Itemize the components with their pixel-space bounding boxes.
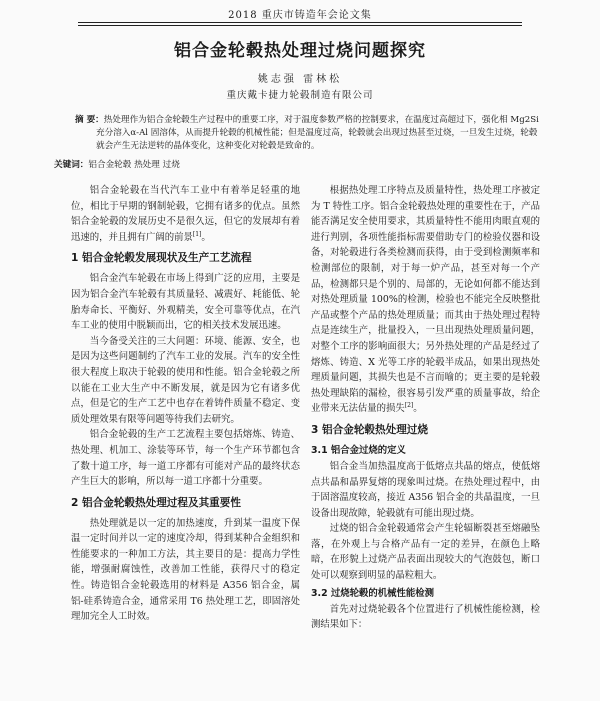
citation-ref: [1] <box>192 230 202 238</box>
section-2-paragraph-1: 热处理就是以一定的加热速度，升到某一温度下保温一定时间并以一定的速度冷却，得到某种合金组织和性能要求的一种加工方法，其主要目的是：提高力学性能，增强耐腐蚀性，改善加工性能，获得尺寸的稳定性。铸造铝合金轮毂选用的材料是 A356 铝合金，属铝-硅系铸造合金，通常采用 T6 热处理工艺，即固溶处理加完全人工时效。 <box>71 517 300 623</box>
section-3-heading: 3 铝合金轮毂热处理过烧 <box>311 423 428 436</box>
left-column <box>71 183 300 625</box>
header-rule-thin <box>78 25 522 26</box>
section-3-1-paragraph-1: 铝合金当加热温度高于低熔点共晶的熔点，使低熔点共晶和晶界复熔的现象叫过烧。在热处理过程中，由于固溶温度较高，接近 A356 铝合金的共晶温度，一旦设备出现故障，轮毂就有可能出现过烧。 <box>311 460 540 519</box>
section-3-1-paragraph-2: 过烧的铝合金轮毂通常会产生轮辐断裂甚至熔融坠落，在外观上与合格产品有一定的差异，在颜色上略暗，在形貌上过烧产品表面出现较大的气泡鼓包，断口处可以观察到明显的晶粒粗大。 <box>311 523 540 582</box>
intro-paragraph: 铝合金轮毂在当代汽车工业中有着举足轻重的地位，相比于早期的钢制轮毂，它拥有诸多的优点。虽然铝合金轮毂的发展历史不是很久远，但它的发展却有着迅速的，并且拥有广阔的前景[1]。 <box>71 185 300 243</box>
section-3-2-heading: 3.2 过烧轮毂的机械性能检测 <box>311 587 434 599</box>
right-column <box>311 183 540 633</box>
keywords-label: 关键词： <box>54 160 89 170</box>
citation-ref: [2] <box>404 402 414 410</box>
section-3-1-heading: 3.1 铝合金过烧的定义 <box>311 444 406 456</box>
authors: 姚志强 雷林松 <box>257 74 343 85</box>
section-2-paragraph-2: 根据热处理工序特点及质量特性，热处理工序被定为 T 特性工序。铝合金轮毂热处理的重要性在于，产品能否满足安全使用要求，其质量特性不能用肉眼直观的进行判别，各项性能指标需要借助专门的检验仪器和设备，对轮毂进行各类检测而获得，由于受到检测频率和检测部位的限制，对于每一炉产品，甚至对每一个产品，检测都只是个别的、局部的，无论如何都不能达到对热处理质量 100%的检测，检验也不能完全反映整批产品或整个产品的热处理质量；而其由于热处理过程特点是连续生产，批量投入，一旦出现热处理质量问题，对整个工序的影响面很大；另外热处理的产品是经过了熔炼、铸造、X 光等工序的轮毂半成品，如果出现热处理质量问题，其损失也是不言而喻的；更主要的是轮毂热处理缺陷的漏检，很容易引发严重的质量事故，给企业带来无法估量的损失[2]。 <box>311 185 540 415</box>
running-header: 2018 重庆市铸造年会论文集 <box>228 10 372 21</box>
abstract-text: 热处理作为铝合金轮毂生产过程中的重要工序，对于温度参数严格的控制要求，在温度过高超过下，强化相 Mg2Si 充分溶入α-Al 固溶体，从而提升轮毂的机械性能；但是温度过高，轮毂就会出现过热甚至过烧，一旦发生过烧，轮毂就会产生无法逆转的晶体变化，这种变化对轮毂是致命的。 <box>96 115 539 151</box>
section-3-2-paragraph-1: 首先对过烧轮毂各个位置进行了机械性能检测，检测结果如下： <box>311 603 540 631</box>
paper-title: 铝合金轮毂热处理过烧问题探究 <box>174 41 426 61</box>
affiliation: 重庆戴卡捷力轮毂制造有限公司 <box>226 90 374 101</box>
keywords-text: 铝合金轮毂 热处理 过烧 <box>88 160 180 170</box>
abstract <box>75 114 546 153</box>
section-1-paragraph-3: 铝合金轮毂的生产工艺流程主要包括熔炼、铸造、热处理、机加工、涂装等环节，每一个生产环节都包含了数十道工序，每一道工序都有可能对产品的最终状态产生巨大的影响，所以每一道工序都十分重要。 <box>71 429 300 488</box>
section-1-paragraph-2: 当今备受关注的三大问题：环境、能源、安全，也是因为这些问题制约了汽车工业的发展。汽车的安全性很大程度上取决于轮毂的使用和性能。铝合金轮毂之所以能在工业大生产中不断发展，就是因为它有诸多优点，但是它的生产工艺中也存在着铸件质量不稳定、变质处理效果有限等问题等待我们去研究。 <box>71 335 300 425</box>
section-2-heading: 2 铝合金轮毂热处理过程及其重要性 <box>71 496 241 509</box>
section-1-paragraph-1: 铝合金汽车轮毂在市场上得到广泛的应用，主要是因为铝合金汽车轮毂有其质量轻、减震好、耗能低、轮胎寿命长、平衡好、外观精美，安全可靠等优点，在汽车工业的使用中脱颖而出，它的相关技术发展迅速。 <box>71 273 300 332</box>
keywords <box>54 158 180 170</box>
section-1-heading: 1 铝合金轮毂发展现状及生产工艺流程 <box>71 252 252 265</box>
header-rule-thick <box>78 22 522 23</box>
abstract-label: 摘 要： <box>75 115 104 125</box>
